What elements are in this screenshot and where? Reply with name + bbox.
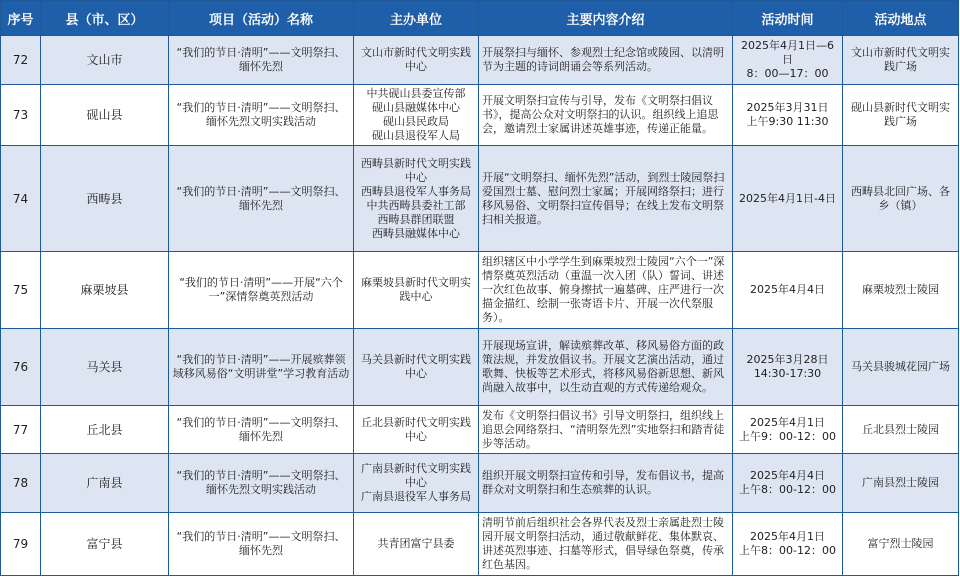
table-row — [1, 36, 959, 85]
header-project-name: 项目（活动）名称 — [169, 1, 354, 36]
table-row — [1, 85, 959, 146]
table-row — [1, 329, 959, 406]
cell-county: 马关县 — [41, 329, 169, 406]
cell-place: 富宁烈士陵园 — [843, 513, 959, 576]
table-row — [1, 252, 959, 329]
organizer-line: 麻栗坡县新时代文明实践中心 — [361, 276, 471, 303]
organizer-line: 丘北县新时代文明实践中心 — [361, 415, 471, 443]
time-line: 2025年4月1日 — [750, 415, 825, 429]
header-place: 活动地点 — [843, 1, 959, 36]
cell-organizer — [354, 513, 479, 576]
time-line: 2025年4月1日 — [750, 530, 825, 543]
organizer-line: 共青团富宁县委 — [377, 537, 455, 550]
header-content: 主要内容介绍 — [479, 1, 733, 36]
organizer-line: 广南县退役军人事务局 — [361, 490, 471, 503]
cell-no: 79 — [1, 513, 41, 576]
cell-project-name: “我们的节日·清明”——文明祭扫、缅怀先烈文明实践活动 — [169, 85, 354, 146]
cell-content: 组织辖区中小学学生到麻栗坡烈士陵园“六个一”深情祭奠英烈活动（重温一次入团（队）誓词、讲述一次红色故事、俯身擦拭一遍墓碑、庄严进行一次描金描红、绘制一张寄语卡片、开展一次代祭服务）。 — [479, 252, 733, 329]
organizer-line: 西畴县新时代文明实践中心 — [361, 156, 471, 184]
organizer-line: 中共砚山县委宣传部 — [366, 87, 466, 100]
time-line: 上午9：00-12：00 — [739, 429, 836, 443]
cell-county: 砚山县 — [41, 85, 169, 146]
cell-time — [733, 454, 843, 513]
cell-no: 76 — [1, 329, 41, 406]
organizer-line: 西畴县群团联盟 — [377, 212, 455, 226]
cell-content: 开展文明祭扫宣传与引导，发布《文明祭扫倡议书》，提高公众对文明祭扫的认识。组织线上追思会，邀请烈士家属讲述英雄事迹，传递正能量。 — [479, 85, 733, 146]
cell-place: 麻栗坡烈士陵园 — [843, 252, 959, 329]
header-row — [1, 1, 959, 36]
header-time: 活动时间 — [733, 1, 843, 36]
time-line: 2025年4月4日 — [750, 283, 825, 296]
cell-project-name: “我们的节日·清明”——文明祭扫、缅怀先烈 — [169, 36, 354, 85]
cell-project-name: “我们的节日·清明”——开展殡葬领域移风易俗“文明讲堂”学习教育活动 — [169, 329, 354, 406]
cell-project-name: “我们的节日·清明”——文明祭扫、缅怀先烈 — [169, 406, 354, 454]
cell-no: 72 — [1, 36, 41, 85]
time-line: 14:30-17:30 — [753, 367, 822, 380]
cell-content: 开展现场宣讲，解读殡葬改革、移风易俗方面的政策法规，并发放倡议书。开展文艺演出活动，通过歌舞、快板等艺术形式，将移风易俗新思想、新风尚融入故事中，以生动直观的方式传递给观众。 — [479, 329, 733, 406]
organizer-line: 砚山县民政局 — [383, 115, 449, 128]
time-line: 2025年4月1日—6日 — [741, 39, 834, 66]
time-line: 上午9:30 11:30 — [746, 115, 829, 128]
cell-content: 发布《文明祭扫倡议书》引导文明祭扫，组织线上追思会网络祭扫、“清明祭先烈”实地祭扫和踏青徒步等活动。 — [479, 406, 733, 454]
cell-place: 文山市新时代文明实践广场 — [843, 36, 959, 85]
cell-time — [733, 329, 843, 406]
cell-county: 广南县 — [41, 454, 169, 513]
cell-content: 组织开展文明祭扫宣传和引导，发布倡议书，提高群众对文明祭扫和生态殡葬的认识。 — [479, 454, 733, 513]
table-row — [1, 406, 959, 454]
organizer-line: 砚山县退役军人局 — [372, 129, 460, 142]
cell-place: 西畴县北回广场、各乡（镇） — [843, 146, 959, 252]
cell-content: 开展祭扫与缅怀、参观烈士纪念馆或陵园、以清明节为主题的诗词朗诵会等系列活动。 — [479, 36, 733, 85]
table-row — [1, 454, 959, 513]
time-line: 2025年4月4日 — [750, 469, 825, 482]
cell-no: 77 — [1, 406, 41, 454]
cell-county: 麻栗坡县 — [41, 252, 169, 329]
organizer-line: 中共西畴县委社工部 — [366, 198, 466, 212]
cell-county: 丘北县 — [41, 406, 169, 454]
cell-county: 西畴县 — [41, 146, 169, 252]
cell-time — [733, 85, 843, 146]
cell-place: 砚山县新时代文明实践广场 — [843, 85, 959, 146]
cell-time — [733, 513, 843, 576]
cell-time — [733, 252, 843, 329]
organizer-line: 文山市新时代文明实践中心 — [361, 46, 471, 73]
time-line: 2025年3月31日 — [746, 101, 829, 114]
cell-organizer — [354, 36, 479, 85]
cell-no: 73 — [1, 85, 41, 146]
time-line: 2025年4月1日-4日 — [739, 191, 836, 205]
table-row — [1, 146, 959, 252]
time-line: 2025年3月28日 — [746, 353, 829, 366]
cell-organizer — [354, 454, 479, 513]
cell-organizer — [354, 406, 479, 454]
cell-place: 丘北县烈士陵园 — [843, 406, 959, 454]
organizer-line: 西畴县退役军人事务局 — [361, 184, 471, 198]
organizer-line: 广南县新时代文明实践中心 — [361, 462, 471, 489]
organizer-line: 西畴县融媒体中心 — [372, 226, 460, 240]
header-county: 县（市、区） — [41, 1, 169, 36]
organizer-line: 马关县新时代文明实践中心 — [361, 353, 471, 380]
cell-no: 78 — [1, 454, 41, 513]
cell-organizer — [354, 252, 479, 329]
time-line: 上午8：00-12：00 — [739, 544, 836, 557]
cell-organizer — [354, 85, 479, 146]
cell-time — [733, 146, 843, 252]
cell-place: 马关县骏城花园广场 — [843, 329, 959, 406]
cell-place: 广南县烈士陵园 — [843, 454, 959, 513]
cell-organizer — [354, 329, 479, 406]
cell-project-name: “我们的节日·清明”——文明祭扫、缅怀先烈文明实践活动 — [169, 454, 354, 513]
cell-time — [733, 36, 843, 85]
cell-organizer — [354, 146, 479, 252]
time-line: 8：00—17：00 — [746, 67, 829, 80]
cell-county: 文山市 — [41, 36, 169, 85]
cell-project-name: “我们的节日·清明”——文明祭扫、缅怀先烈 — [169, 146, 354, 252]
header-no: 序号 — [1, 1, 41, 36]
cell-project-name: “我们的节日·清明”——文明祭扫、缅怀先烈 — [169, 513, 354, 576]
header-organizer: 主办单位 — [354, 1, 479, 36]
table-row — [1, 513, 959, 576]
time-line: 上午8：00-12：00 — [739, 483, 836, 496]
cell-no: 75 — [1, 252, 41, 329]
cell-no: 74 — [1, 146, 41, 252]
cell-content: 清明节前后组织社会各界代表及烈士亲属赴烈士陵园开展文明祭扫活动，通过敬献鲜花、集体默哀、讲述英烈事迹、扫墓等形式，倡导绿色祭奠，传承红色基因。 — [479, 513, 733, 576]
cell-project-name: “我们的节日·清明”——开展“六个一”深情祭奠英烈活动 — [169, 252, 354, 329]
cell-content: 开展“文明祭扫、缅怀先烈”活动，到烈士陵园祭扫爱国烈士墓、慰问烈士家属；开展网络祭扫；进行移风易俗、文明祭扫宣传倡导；在线上发布文明祭扫相关报道。 — [479, 146, 733, 252]
organizer-line: 砚山县融媒体中心 — [372, 101, 460, 114]
cell-time — [733, 406, 843, 454]
cell-county: 富宁县 — [41, 513, 169, 576]
